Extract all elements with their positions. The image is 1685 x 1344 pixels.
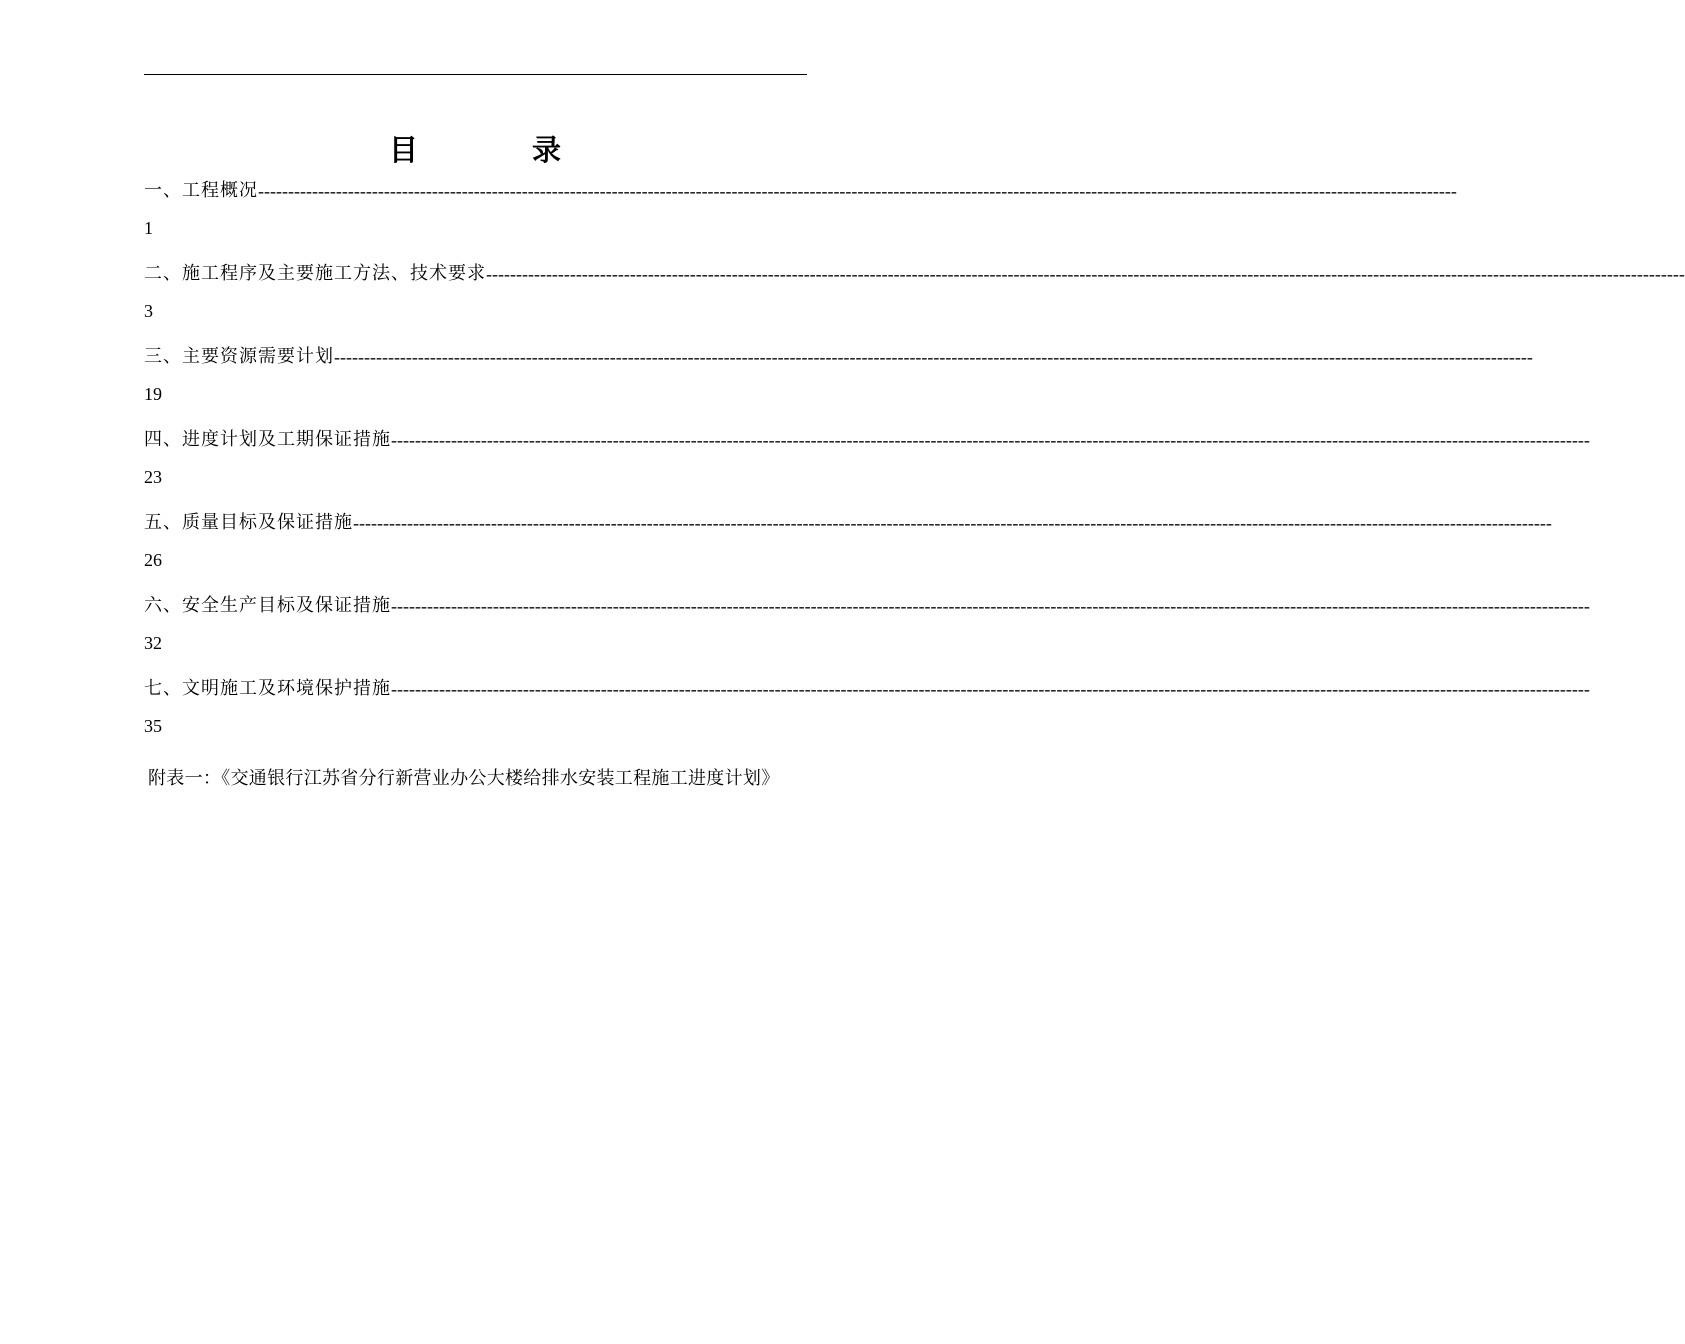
toc-page-number: 19 (144, 384, 162, 404)
toc-entry-label: 六、安全生产目标及保证措施 (144, 595, 391, 616)
toc-entry[interactable] (144, 425, 1590, 508)
toc-entry[interactable] (144, 176, 1457, 259)
toc-entry-label: 五、质量目标及保证措施 (144, 512, 353, 533)
toc-entry-label: 二、施工程序及主要施工方法、技术要求 (144, 263, 486, 284)
toc-entry[interactable] (144, 591, 1590, 674)
toc-leader: -------------------------------------------------------------------------------------------------------------------------------------------------------------------------------------------------------- (391, 430, 1590, 450)
toc-entry-label: 七、文明施工及环境保护措施 (144, 678, 391, 699)
page-title: 目 录 (388, 133, 614, 167)
toc-entry-label: 四、进度计划及工期保证措施 (144, 429, 391, 450)
toc-leader: -------------------------------------------------------------------------------------------------------------------------------------------------------------------------------------------------------- (486, 264, 1685, 284)
toc-entry[interactable] (144, 342, 1533, 425)
toc-page-number: 26 (144, 550, 162, 570)
toc-entry[interactable] (144, 508, 1552, 591)
toc-leader: -------------------------------------------------------------------------------------------------------------------------------------------------------------------------------------------------------- (391, 679, 1590, 699)
toc-page-number: 23 (144, 467, 162, 487)
toc-leader: -------------------------------------------------------------------------------------------------------------------------------------------------------------------------------------------------------- (391, 596, 1590, 616)
appendix-note: 附表一：《交通银行江苏省分行新营业办公大楼给排水安装工程施工进度计划》 (148, 768, 780, 789)
toc-leader: -------------------------------------------------------------------------------------------------------------------------------------------------------------------------------------------------------- (258, 181, 1457, 201)
toc-page-number: 1 (144, 218, 153, 238)
toc-entry-label: 一、工程概况 (144, 180, 258, 201)
toc-leader: -------------------------------------------------------------------------------------------------------------------------------------------------------------------------------------------------------- (334, 347, 1533, 367)
toc-page-number: 3 (144, 301, 153, 321)
toc-entry[interactable] (144, 259, 1685, 342)
toc-entry-label: 三、主要资源需要计划 (144, 346, 334, 367)
toc-page-number: 35 (144, 716, 162, 736)
header-rule (144, 74, 807, 75)
table-of-contents (144, 176, 1685, 757)
toc-entry[interactable] (144, 674, 1590, 757)
toc-page-number: 32 (144, 633, 162, 653)
toc-leader: -------------------------------------------------------------------------------------------------------------------------------------------------------------------------------------------------------- (353, 513, 1552, 533)
